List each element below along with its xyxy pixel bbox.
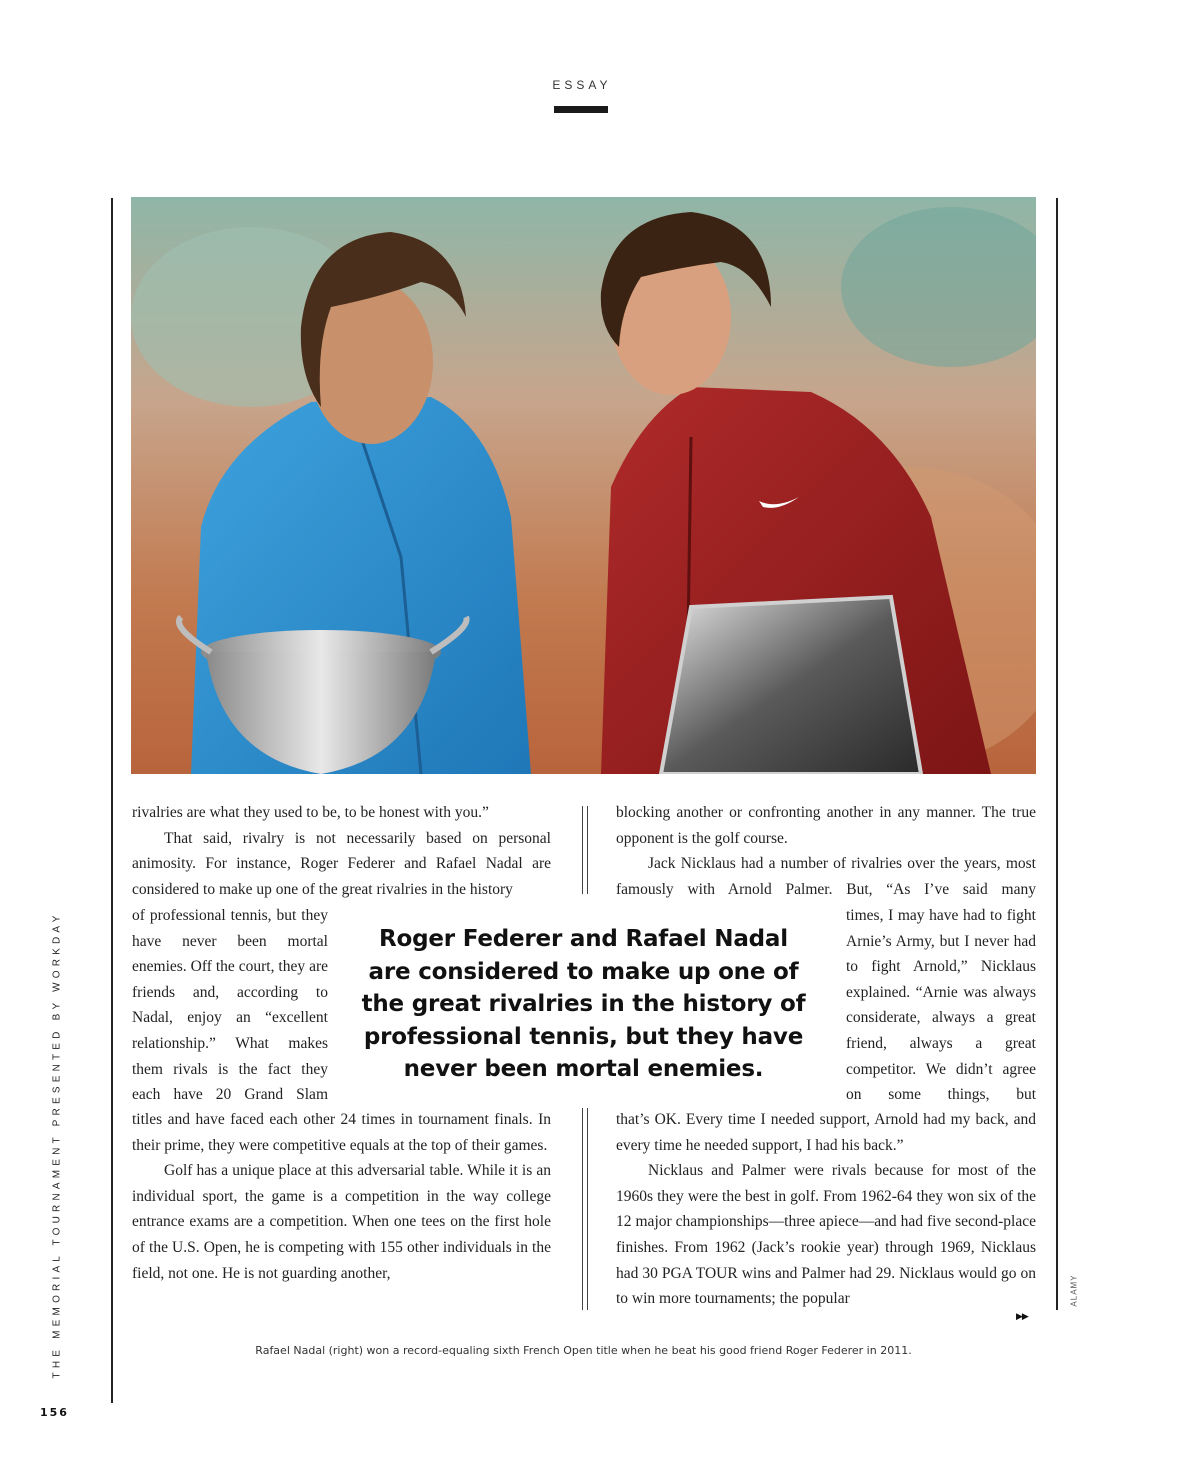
continue-arrows: ▶▶ <box>1016 1312 1028 1322</box>
right-column-top <box>616 800 1036 902</box>
column-divider-top <box>582 806 588 894</box>
running-head-text: THE MEMORIAL TOURNAMENT PRESENTED BY WORKDAY <box>51 911 63 1379</box>
photo-credit-text: ALAMY <box>1069 1274 1079 1307</box>
right-column-bottom <box>616 1107 1036 1312</box>
left-paragraph-3: Golf has a unique place at this adversarial table. While it is an individual sport, the game is a competition in the way college entrance exams are a competition. When one tees on the first hole of the U.S. Open, he is competing with 155 other individuals in the field, not one. He is not guarding another, <box>132 1162 551 1282</box>
photo-caption: Rafael Nadal (right) won a record-equaling sixth French Open title when he beat his good friend Roger Federer in 2011. <box>255 1344 912 1357</box>
left-margin-rule <box>111 198 113 1403</box>
right-paragraph-3: Nicklaus and Palmer were rivals because for most of the 1960s they were the best in golf. From 1962-64 they won six of the 12 major championships—three apiece—and had five second-place finishes. From 1962 (Jack’s rookie year) through 1969, Nicklaus had 30 PGA TOUR wins and Palmer had 29. Nicklaus would go on to win more tournaments; the popular <box>616 1162 1036 1308</box>
left-column-top <box>132 800 551 902</box>
left-column-narrow <box>132 903 328 1108</box>
pull-quote: Roger Federer and Rafael Nadal are considered to make up one of the great rivalries in the history of professional tennis, but they have never been mortal enemies. <box>361 926 806 1083</box>
right-margin-rule <box>1056 198 1058 1310</box>
section-rule <box>554 106 608 113</box>
right-paragraph-2-narrow: times, I may have had to fight Arnie’s Army, but I never had to fight Arnold,” Nicklaus explained. “Arnie was always considerate, always a great friend, always a great competitor. We didn’t agree on some things, but <box>846 907 1036 1104</box>
left-paragraph-2-top: That said, rivalry is not necessarily based on personal animosity. For instance, Roger Federer and Rafael Nadal are considered to make up one of the great rivalries in the history <box>132 829 551 898</box>
photo-credit <box>1064 1272 1094 1312</box>
running-head <box>50 905 64 1385</box>
column-divider-bottom <box>582 1108 588 1310</box>
right-paragraph-2-top: Jack Nicklaus had a number of rivalries over the years, most famously with Arnold Palmer. But, “As I’ve said many <box>616 855 1036 898</box>
left-paragraph-2-narrow: of professional tennis, but they have never been mortal enemies. Off the court, they are friends and, according to Nadal, enjoy an “excellent relationship.” What makes them rivals is the fact they each have 20 Grand Slam <box>132 907 328 1104</box>
section-label: ESSAY <box>552 78 612 92</box>
left-paragraph-2-bottom: titles and have faced each other 24 times in tournament finals. In their prime, they were competitive equals at the top of their games. <box>132 1111 551 1154</box>
right-paragraph-2-bottom: that’s OK. Every time I needed support, Arnold had my back, and every time he needed support, I had his back.” <box>616 1111 1036 1154</box>
left-column-bottom <box>132 1107 551 1286</box>
right-paragraph-1: blocking another or confronting another in any manner. The true opponent is the golf course. <box>616 804 1036 847</box>
left-paragraph-1: rivalries are what they used to be, to be honest with you.” <box>132 804 489 821</box>
feature-photo <box>131 197 1036 774</box>
right-column-narrow <box>846 903 1036 1108</box>
page-number: 156 <box>40 1406 69 1419</box>
photo-illustration <box>131 197 1036 774</box>
